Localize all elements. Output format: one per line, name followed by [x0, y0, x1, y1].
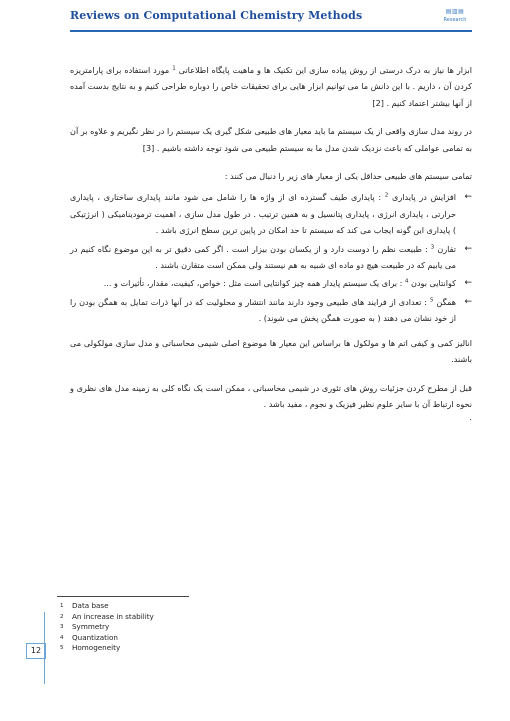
- page-number: 12: [26, 643, 46, 659]
- list-item-lead: افزایش در پایداری: [391, 192, 456, 203]
- paragraph-5: قبل از مطرح کردن جزئیات روش های تئوری در شیمی محاسباتی ، ممکن است یک نگاه کلی به زمینه مدل های نظری و نحوه ارتباط آن با سایر علوم نظیر فیزیک و نجوم ، مفید باشد .: [70, 382, 472, 409]
- footnote-text: Symmetry: [72, 622, 110, 632]
- footnote-number: 1: [60, 603, 64, 609]
- list-item: [70, 189, 472, 238]
- paragraph-3: تمامی سیستم های طبیعی حداقل یکی از معیار های زیر را دنبال می کنند :: [224, 171, 472, 182]
- footnote-number: 4: [60, 634, 64, 641]
- footnote-ref-5[interactable]: 5: [429, 297, 434, 304]
- footnote-ref-4[interactable]: 4: [404, 278, 409, 285]
- paragraph-1-continued: مورد استفاده برای پارامتریزه کردن آن ، داریم . با این دانش ما می توانیم ابزار هایی برای تحقیقات خاص را دوباره طراحی کنیم و به نتایج بدست آمده از آنها بیشتر اعتماد کنیم . [2]: [70, 65, 472, 108]
- footnote-item: [60, 633, 154, 644]
- arrow-bullet-icon: ←: [464, 192, 472, 203]
- footnote-text: Quantization: [72, 632, 118, 642]
- header-divider: [70, 30, 472, 32]
- publisher-logo: ▤▥▤ Research: [443, 8, 467, 23]
- footnote-text: Data base: [72, 601, 109, 610]
- list-item-lead: همگن: [436, 296, 456, 307]
- footnote-item: [60, 612, 154, 623]
- footnote-number: 5: [60, 645, 64, 652]
- paragraph-4: انالیز کمی و کیفی اتم ها و مولکول ها براساس این معیار ها موضوع اصلی شیمی محاسباتی و مدل سازی مولکولی می باشند.: [70, 337, 472, 365]
- footnote-text: An increase in stability: [72, 611, 154, 621]
- paragraph-1-text: ابزار ها نیاز به درک درستی از روش پیاده سازی این تکنیک ها و ماهیت پایگاه اطلاعاتی: [178, 65, 472, 75]
- arrow-bullet-icon: ←: [464, 278, 472, 289]
- paragraph-2: در روند مدل سازی واقعی از یک سیستم ما باید معیار های طبیعی شکل گیری یک سیستم را در نظر نگیریم و علاوه بر آن به تمامی عواملی که باعث نزدیک شدن مدل ما به سیستم طبیعی می شود توجه داشته باشیم . [3]: [70, 126, 472, 153]
- journal-header-title: Reviews on Computational Chemistry Methods: [70, 9, 363, 22]
- list-item-text: : پایداری طیف گسترده ای از واژه ها را شامل می شود مانند پایداری ساختاری ، پایداری حرارتی ، پایداری انرژی ، پایداری پتانسیل و به همین ترتیب . در طول مدل سازی ، اهمیت ترمودینامیکی ( انرژتیکی ) پایداری این گونه ایجاب می کند که سیستم تا حد امکان در پایین ترین سطح انرژی باشد .: [70, 192, 456, 236]
- footnote-number: 3: [60, 624, 64, 631]
- trailing-dot: .: [469, 412, 472, 423]
- footnote-ref-1[interactable]: 1: [172, 65, 176, 72]
- footnotes: [60, 601, 154, 654]
- footnote-ref-2[interactable]: 2: [384, 192, 389, 199]
- main-content: [70, 62, 472, 422]
- footnote-ref-3[interactable]: 3: [430, 243, 435, 250]
- list-item: [70, 241, 472, 274]
- footnote-item: [60, 601, 154, 612]
- list-item-text: : طبیعت نظم را دوست دارد و از یکسان بودن بیزار است . اگر کمی دقیق تر به این موضوع نگاه کنیم در می یابیم که در طبیعت هیچ دو ماده ای شبیه به هم نیستند ولی ممکن است متقارن باشند .: [70, 243, 456, 271]
- footnote-item: [60, 622, 154, 633]
- list-item: [70, 275, 472, 291]
- footnote-item: [60, 643, 154, 654]
- list-item-lead: کوانتایی بودن: [411, 278, 456, 289]
- footnote-number: 2: [60, 613, 64, 620]
- arrow-bullet-icon: ←: [464, 296, 472, 307]
- list-item-lead: تقارن: [437, 243, 456, 254]
- arrow-bullet-icon: ←: [464, 243, 472, 254]
- criteria-list: [70, 189, 472, 326]
- paragraph-1: [70, 62, 472, 111]
- list-item-text: : برای یک سیستم پایدار همه چیز کوانتایی است مثل : خواص، کیفیت، مقدار، تأثیرات و ...: [103, 278, 403, 289]
- footnote-divider: [57, 596, 189, 597]
- list-item: [70, 294, 472, 327]
- list-item-text: : تعدادی از فرایند های طبیعی وجود دارند مانند انتشار و محلولیت که در آنها ذرات تمایل به همگن بودن را از خود نشان می دهند ( به صورت همگن پخش می شوند) .: [70, 296, 456, 324]
- logo-text: Research: [443, 17, 467, 23]
- footnote-text: Homogeneity: [72, 643, 121, 653]
